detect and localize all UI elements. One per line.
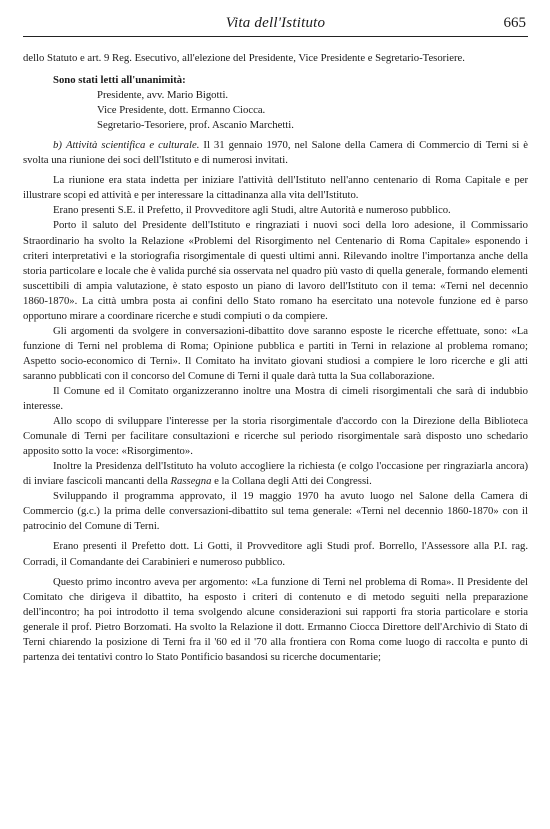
paragraph: Porto il saluto del Presidente dell'Istituto e ringraziati i nuovi soci della loro adesione, il Commissario Straordinario ha svolto la Relazione «Problemi del Risorgimento nel Centenario di Roma Capitale» esponendo i criteri interpretativi e la storiografia risorgimentale di questi ultimi anni. Rilevando inoltre l'importanza anche della storia particolare e locale che è valida purché sia osservata nel quadro più vasto di quella generale, formando elementi suscettibili di ampia valutazione, è stato esposto un piano di lavoro dell'Istituto con il tema: «Terni nel decennio 1860-1870». La città umbra posta ai confini dello Stato romano ha esercitato una notevole funzione ed è parso opportuno mirare a coordinare ricerche e studi compiuti o da compiere. [23,219,528,322]
vote-line: Segretario-Tesoriere, prof. Ascanio Marchetti. [97,119,294,132]
paragraph: Gli argomenti da svolgere in conversazioni-dibattito dove saranno esposte le ricerche effettuate, sono: «La funzione di Terni nel problema di Roma; Opinione pubblica e partiti in Terni in relazione al problema romano; Aspetto socio-economico di Terni». Il Comitato ha invitato giovani studiosi a compiere le loro ricerche e gli atti saranno pubblicati con il concorso del Comune di Terni il quale darà tutta la Sua collaborazione. [23,324,528,382]
italic-title: Rassegna [170,475,212,488]
running-header [23,8,528,37]
body-text [23,51,528,665]
paragraph: Il Comune ed il Comitato organizzeranno inoltre una Mostra di cimeli risorgimentali che sarà di indubbio interesse. [23,384,528,413]
vote-result [23,73,528,133]
running-title: Vita dell'Istituto [225,15,326,31]
paragraph-text: Inoltre la Presidenza dell'Istituto ha voluto accogliere la richiesta (e colgo l'occasione per ringraziarla ancora) di inviare fascicoli mancanti della [23,460,528,488]
section-label: b) [53,139,62,152]
paragraph: dello Statuto e art. 9 Reg. Esecutivo, all'elezione del Presidente, Vice Presidente e Segretario-Tesoriere. [23,52,465,64]
section-text: Il 31 gennaio 1970, nel Salone della Camera di Commercio di Terni si è svolta una riunione dei soci dell'Istituto e di numerosi invitati. [23,139,529,167]
paragraph-text: e la Collana degli Atti dei Congressi. [211,475,372,488]
paragraph: Questo primo incontro aveva per argomento: «La funzione di Terni nel problema di Roma». Il Presidente del Comitato che dirigeva il dibattito, ha esposto i criteri di contenuto e di metodo seguiti nella preparazione dell'incontro; ha poi introdotto il tema svolgendo alcune considerazioni sui rapporti fra storia particolare e storia generale il prof. Pietro Borzomati. Ha svolto la Relazione il dott. Ermanno Ciocca Direttore dell'Archivio di Stato di Terni chiarendo la posizione di Terni fra il '60 ed il '70 alla frontiera con Roma come luogo di raccolta e punto di partenza dei tentativi contro lo Stato Pontificio basandosi su ricerche documentarie; [23,575,528,663]
paragraph [23,459,528,489]
page-number: 665 [503,15,526,31]
paragraph: Allo scopo di sviluppare l'interesse per la storia risorgimentale d'accordo con la Direzione della Biblioteca Comunale di Terni per facilitare consultazioni e ricerche sul periodo risorgimentale sarà disposto uno schedario apposito sotto la voce: «Risorgimento». [23,415,528,458]
paragraph: Sviluppando il programma approvato, il 19 maggio 1970 ha avuto luogo nel Salone della Camera di Commercio (g.c.) la prima delle conversazioni-dibattito sul tema generale: «Terni nel decennio 1860-1870» con il patrocinio del Comune di Terni. [23,490,528,533]
section-title: Attività scientifica e culturale. [65,139,200,152]
vote-intro: Sono stati letti all'unanimità: [53,74,186,87]
paragraph: Erano presenti il Prefetto dott. Li Gotti, il Provveditore agli Studi prof. Borrello, l'Assessore alla P.I. rag. Corradi, il Comandante dei Carabinieri e numeroso pubblico. [23,540,528,568]
vote-line: Vice Presidente, dott. Ermanno Ciocca. [97,104,266,117]
paragraph: Erano presenti S.E. il Prefetto, il Provveditore agli Studi, altre Autorità e numeroso pubblico. [53,204,451,217]
vote-line: Presidente, avv. Mario Bigotti. [97,89,229,102]
paragraph: La riunione era stata indetta per iniziare l'attività dell'Istituto nell'anno centenario di Roma Capitale e per illustrare scopi ed attività e per interessare la cittadinanza alla vita dell'Istituto. [23,174,528,202]
section-b-paragraph [23,138,528,168]
